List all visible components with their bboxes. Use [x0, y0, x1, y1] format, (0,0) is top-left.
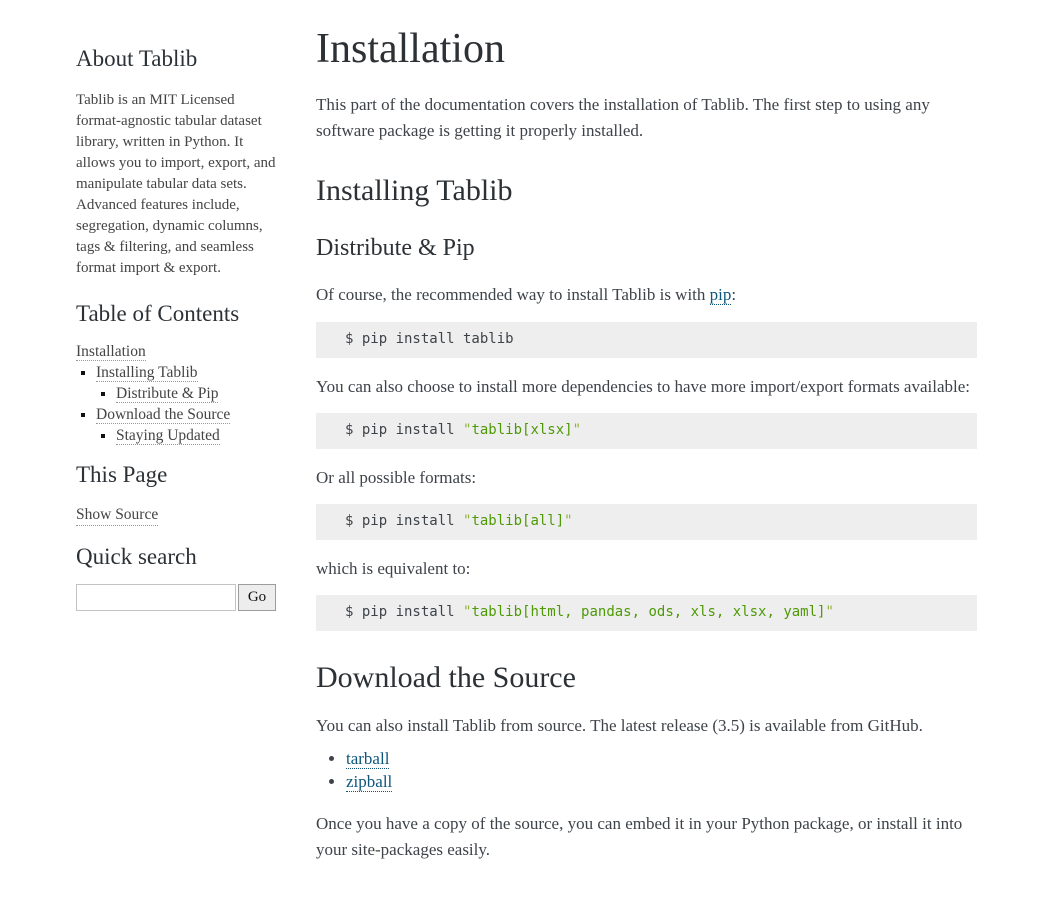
search-go-button[interactable]: Go — [238, 584, 276, 611]
sidebar — [76, 0, 277, 611]
code-quote: " — [825, 604, 834, 620]
code-quote: " — [463, 422, 472, 438]
pip-paragraph-before: Of course, the recommended way to install Tablib is with — [316, 285, 710, 304]
section-heading-installing-tablib: Installing Tablib — [316, 174, 513, 207]
code-block-pip-install-full — [316, 595, 977, 631]
all-formats-paragraph: Or all possible formats: — [316, 468, 477, 487]
quick-search-heading: Quick search — [76, 544, 197, 569]
toc-item — [116, 425, 277, 446]
search-input[interactable] — [76, 584, 236, 611]
code-text: $ pip install tablib — [345, 331, 514, 347]
pip-link[interactable]: pip — [709, 285, 732, 304]
code-string: tablib[all] — [471, 513, 565, 529]
toc-item — [96, 404, 277, 446]
show-source-link[interactable]: Show Source — [76, 504, 158, 526]
toc-link-download-source[interactable]: Download the Source — [96, 406, 231, 423]
code-block-pip-install-xlsx — [316, 413, 977, 449]
tarball-link[interactable]: tarball — [346, 749, 390, 768]
code-quote: " — [463, 604, 472, 620]
code-block-pip-install-tablib — [316, 322, 977, 358]
toc-link-installing-tablib[interactable]: Installing Tablib — [96, 364, 198, 381]
toc-heading: Table of Contents — [76, 301, 240, 326]
toc-link-installation[interactable]: Installation — [76, 343, 146, 360]
code-quote: " — [564, 513, 573, 529]
toc-item — [116, 383, 277, 404]
code-text: $ pip install — [345, 422, 464, 438]
code-quote: " — [572, 422, 582, 438]
code-block-pip-install-all — [316, 504, 977, 540]
code-string: tablib[xlsx] — [471, 422, 573, 438]
code-quote: " — [463, 513, 472, 529]
list-item — [346, 770, 977, 793]
toc-item — [96, 362, 277, 404]
pip-paragraph — [316, 282, 977, 308]
toc-link-staying-updated[interactable]: Staying Updated — [116, 427, 220, 444]
toc-list — [76, 362, 277, 446]
source-copy-paragraph: Once you have a copy of the source, you can embed it in your Python package, or install it into your site-packages easily. — [316, 814, 963, 859]
list-item — [346, 747, 977, 770]
quick-search-form — [76, 584, 277, 611]
about-text: Tablib is an MIT Licensed format-agnostic tabular dataset library, written in Python. It allows you to import, export, and manipulate tabular data sets. Advanced features include, segregation, dynamic columns, tags & filtering, and seamless format import & export. — [76, 92, 276, 276]
equivalent-paragraph: which is equivalent to: — [316, 559, 471, 578]
more-formats-paragraph: You can also choose to install more dependencies to have more import/export formats available: — [316, 377, 971, 396]
this-page-heading: This Page — [76, 462, 168, 487]
page-title: Installation — [316, 26, 505, 72]
section-heading-download-source: Download the Source — [316, 661, 576, 694]
main-content — [316, 0, 977, 863]
download-links-list — [316, 747, 977, 793]
code-text: $ pip install — [345, 604, 464, 620]
toc-link-distribute-pip[interactable]: Distribute & Pip — [116, 385, 219, 402]
intro-paragraph: This part of the documentation covers the installation of Tablib. The first step to using any software package is getting it properly installed. — [316, 95, 930, 140]
toc-sublist — [96, 383, 277, 404]
zipball-link[interactable]: zipball — [346, 772, 393, 791]
download-paragraph: You can also install Tablib from source. The latest release (3.5) is available from GitHub. — [316, 716, 923, 735]
toc — [76, 341, 277, 446]
pip-paragraph-after: : — [731, 285, 737, 304]
code-text: $ pip install — [345, 513, 464, 529]
about-heading: About Tablib — [76, 46, 198, 71]
subsection-heading-distribute-pip: Distribute & Pip — [316, 235, 475, 261]
toc-sublist — [96, 425, 277, 446]
code-string: tablib[html, pandas, ods, xls, xlsx, yaml] — [471, 604, 826, 620]
